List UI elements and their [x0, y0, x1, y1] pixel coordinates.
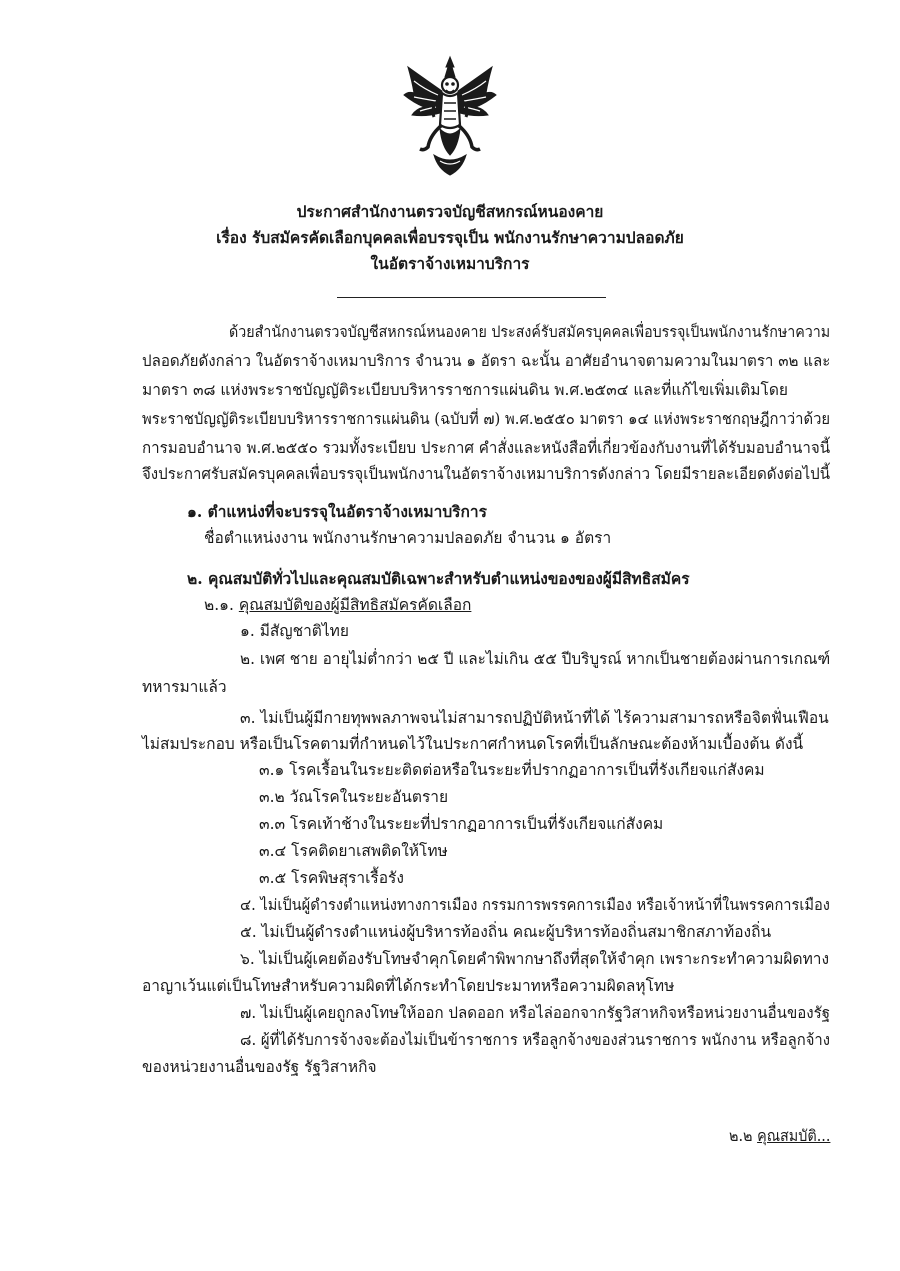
next-page-number: ๒.๒	[728, 1127, 757, 1145]
garuda-emblem	[400, 55, 500, 177]
qualification-item-4: ๔. ไม่เป็นผู้ดำรงตำแหน่งทางการเมือง กรรมการพรรคการเมือง หรือเจ้าหน้าที่ในพรรคการเมือง	[240, 896, 830, 914]
qualification-item-6: ๖. ไม่เป็นผู้เคยต้องรับโทษจำคุกโดยคำพิพากษาถึงที่สุดให้จำคุก เพราะกระทำความผิดทาง	[240, 950, 830, 968]
qualification-item-2: ๒. เพศ ชาย อายุไม่ต่ำกว่า ๒๕ ปี และไม่เกิน ๕๕ ปีบริบูรณ์ หากเป็นชายต้องผ่านการเกณฑ์	[240, 650, 831, 668]
intro-line-1: ด้วยสำนักงานตรวจบัญชีสหกรณ์หนองคาย ประสงค์รับสมัครบุคคลเพื่อบรรจุเป็นพนักงานรักษาความ	[229, 323, 831, 341]
intro-line-3: มาตรา ๓๘ แห่งพระราชบัญญัติระเบียบบริหารราชการแผ่นดิน พ.ศ.๒๕๓๔ และที่แก้ไขเพิ่มเติมโดย	[142, 381, 788, 399]
disease-item-3-1: ๓.๑ โรคเรื้อนในระยะติดต่อหรือในระยะที่ปรากฏอาการเป็นที่รังเกียจแก่สังคม	[259, 761, 765, 779]
qualification-item-8: ๘. ผู้ที่ได้รับการจ้างจะต้องไม่เป็นข้าราชการ หรือลูกจ้างของส่วนราชการ พนักงาน หรือลูกจ้าง	[240, 1031, 830, 1049]
section-2-1-title: คุณสมบัติของผู้มีสิทธิสมัครคัดเลือก	[238, 596, 472, 614]
qualification-item-3: ๓. ไม่เป็นผู้มีกายทุพพลภาพจนไม่สามารถปฏิบัติหน้าที่ได้ ไร้ความสามารถหรือจิตฟั่นเฟือน	[240, 709, 829, 727]
announcement-title: ประกาศสำนักงานตรวจบัญชีสหกรณ์หนองคาย	[296, 202, 604, 221]
next-page-marker	[729, 1124, 830, 1148]
qualification-item-2-cont: ทหารมาแล้ว	[142, 678, 227, 696]
disease-item-3-2: ๓.๒ วัณโรคในระยะอันตราย	[259, 788, 449, 806]
disease-item-3-3: ๓.๓ โรคเท้าช้างในระยะที่ปรากฏอาการเป็นที่รังเกียจแก่สังคม	[259, 815, 664, 833]
section-1-heading: ๑. ตำแหน่งที่จะบรรจุในอัตราจ้างเหมาบริการ	[187, 502, 487, 521]
qualification-item-6-cont: อาญาเว้นแต่เป็นโทษสำหรับความผิดที่ได้กระทำโดยประมาทหรือความผิดลหุโทษ	[142, 977, 675, 995]
intro-line-2: ปลอดภัยดังกล่าว ในอัตราจ้างเหมาบริการ จำนวน ๑ อัตรา ฉะนั้น อาศัยอำนาจตามความในมาตรา ๓๒ และ	[142, 352, 831, 370]
disease-item-3-4: ๓.๔ โรคติดยาเสพติดให้โทษ	[259, 842, 448, 860]
section-2-1-heading	[204, 593, 471, 617]
section-2-heading: ๒. คุณสมบัติทั่วไปและคุณสมบัติเฉพาะสำหรับตำแหน่งของของผู้มีสิทธิสมัคร	[187, 569, 690, 588]
qualification-item-3-cont: ไม่สมประกอบ หรือเป็นโรคตามที่กำหนดไว้ในประกาศกำหนดโรคที่เป็นลักษณะต้องห้ามเบื้องต้น ดังนี้	[142, 735, 804, 753]
disease-item-3-5: ๓.๕ โรคพิษสุราเรื้อรัง	[259, 869, 404, 887]
intro-line-6: จึงประกาศรับสมัครบุคคลเพื่อบรรจุเป็นพนักงานในอัตราจ้างเหมาบริการดังกล่าว โดยมีรายละเอียดดังต่อไปนี้	[142, 465, 831, 483]
title-divider	[337, 297, 606, 298]
qualification-item-5: ๕. ไม่เป็นผู้ดำรงตำแหน่งผู้บริหารท้องถิ่น คณะผู้บริหารท้องถิ่นสมาชิกสภาท้องถิ่น	[240, 923, 772, 941]
qualification-item-7: ๗. ไม่เป็นผู้เคยถูกลงโทษให้ออก ปลดออก หรือไล่ออกจากรัฐวิสาหกิจหรือหน่วยงานอื่นของรัฐ	[240, 1004, 831, 1022]
qualification-item-8-cont: ของหน่วยงานอื่นของรัฐ รัฐวิสาหกิจ	[142, 1058, 377, 1076]
intro-line-4: พระราชบัญญัติระเบียบบริหารราชการแผ่นดิน (ฉบับที่ ๗) พ.ศ.๒๕๕๐ มาตรา ๑๔ แห่งพระราชกฤษฎีกาว่าด้วย	[142, 410, 831, 428]
intro-line-5: การมอบอำนาจ พ.ศ.๒๕๕๐ รวมทั้งระเบียบ ประกาศ คำสั่งและหนังสือที่เกี่ยวข้องกับงานที่ได้รับมอบอำนาจนี้	[142, 439, 831, 457]
next-page-label: คุณสมบัติ...	[756, 1127, 831, 1145]
section-1-body: ชื่อตำแหน่งงาน พนักงานรักษาความปลอดภัย จำนวน ๑ อัตรา	[204, 529, 612, 547]
announcement-subject-cont: ในอัตราจ้างเหมาบริการ	[370, 254, 530, 273]
section-2-1-number: ๒.๑.	[204, 596, 239, 614]
announcement-subject: เรื่อง รับสมัครคัดเลือกบุคคลเพื่อบรรจุเป็น พนักงานรักษาความปลอดภัย	[216, 228, 684, 247]
qualification-item-1: ๑. มีสัญชาติไทย	[240, 622, 349, 640]
